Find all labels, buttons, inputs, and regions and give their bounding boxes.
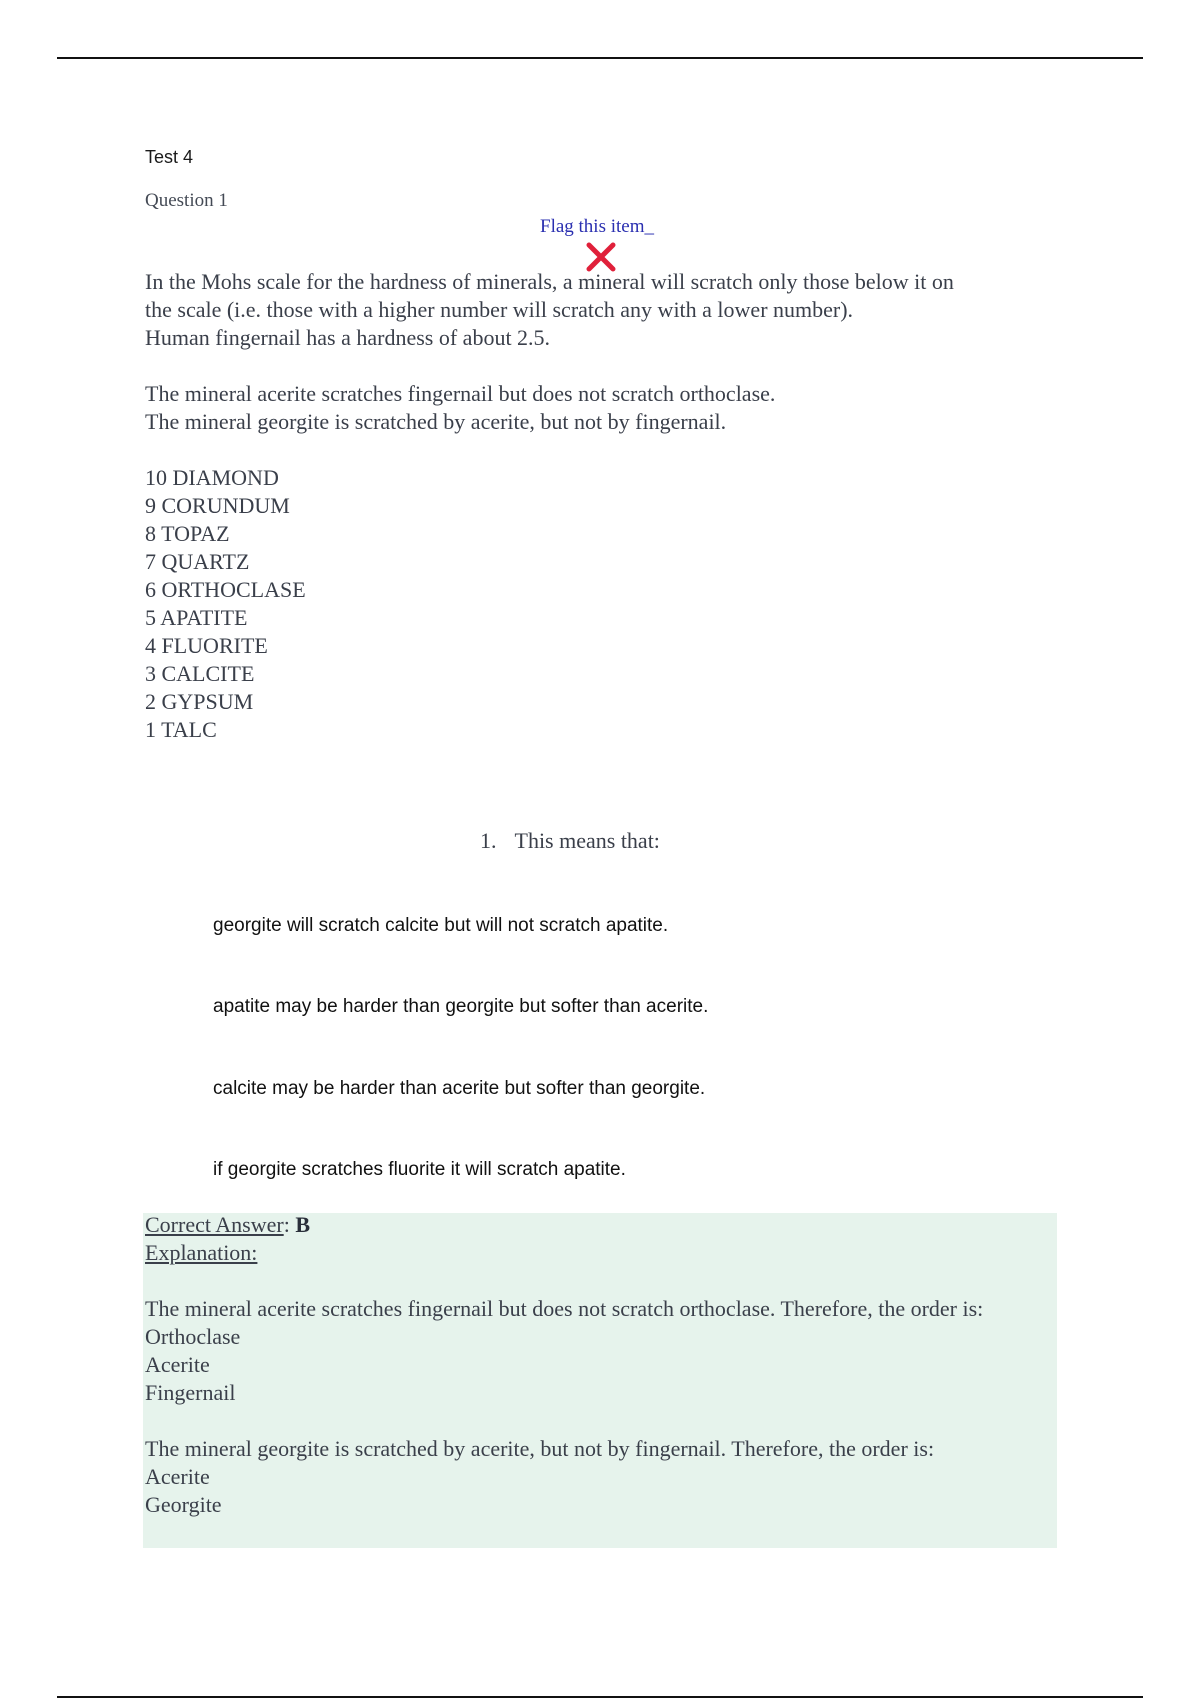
question-prompt <box>480 828 660 854</box>
order-item: Fingernail <box>145 1380 236 1405</box>
mohs-scale-item: 1 TALC <box>145 717 217 742</box>
answer-feedback: Correct Answer: B Explanation: The mineral acerite scratches fingernail but does not scratch orthoclase. Therefore, the order is: Orthoclase Acerite Fingernail The mineral georgite is scratched by acerite, but not by fingernail. Therefore, the order is: Acerite Georgite <box>145 1211 1045 1519</box>
question-label: Question 1 <box>145 190 228 211</box>
answer-option-d[interactable]: if georgite scratches fluorite it will scratch apatite. <box>213 1159 626 1180</box>
mohs-scale-item: 10 DIAMOND <box>145 465 279 490</box>
mohs-scale-item: 7 QUARTZ <box>145 549 250 574</box>
stem-text: In the Mohs scale for the hardness of minerals, a mineral will scratch only those below it on <box>145 269 954 294</box>
correct-answer-value: B <box>295 1212 310 1237</box>
mohs-scale-item: 9 CORUNDUM <box>145 493 290 518</box>
mohs-scale-item: 8 TOPAZ <box>145 521 230 546</box>
mohs-scale-item: 5 APATITE <box>145 605 248 630</box>
answer-option-b[interactable]: apatite may be harder than georgite but softer than acerite. <box>213 996 709 1017</box>
explanation-text: The mineral georgite is scratched by acerite, but not by fingernail. Therefore, the order is: <box>145 1436 935 1461</box>
bottom-rule <box>57 1696 1143 1698</box>
order-item: Georgite <box>145 1492 222 1517</box>
flag-item-link[interactable]: Flag this item_ <box>540 216 654 237</box>
prompt-text: This means that: <box>514 828 660 853</box>
order-item: Acerite <box>145 1464 210 1489</box>
mohs-scale-item: 3 CALCITE <box>145 661 255 686</box>
prompt-number: 1. <box>480 828 497 853</box>
answer-option-a[interactable]: georgite will scratch calcite but will not scratch apatite. <box>213 915 669 936</box>
stem-text: The mineral acerite scratches fingernail but does not scratch orthoclase. <box>145 381 776 406</box>
stem-text: Human fingernail has a hardness of about 2.5. <box>145 325 551 350</box>
order-item: Orthoclase <box>145 1324 241 1349</box>
mohs-scale-item: 4 FLUORITE <box>145 633 268 658</box>
mohs-scale-item: 6 ORTHOCLASE <box>145 577 306 602</box>
mohs-scale-item: 2 GYPSUM <box>145 689 254 714</box>
order-item: Acerite <box>145 1352 210 1377</box>
top-rule <box>57 57 1143 59</box>
test-title: Test 4 <box>145 147 194 167</box>
flag-item-label: Flag this item <box>540 216 645 237</box>
explanation-label: Explanation: <box>145 1240 258 1265</box>
correct-answer-label: Correct Answer <box>145 1212 284 1237</box>
stem-text: the scale (i.e. those with a higher number will scratch any with a lower number). <box>145 297 854 322</box>
answer-option-c[interactable]: calcite may be harder than acerite but softer than georgite. <box>213 1078 706 1099</box>
explanation-text: The mineral acerite scratches fingernail but does not scratch orthoclase. Therefore, the order is: <box>145 1296 984 1321</box>
stem-text: The mineral georgite is scratched by acerite, but not by fingernail. <box>145 409 727 434</box>
question-stem <box>145 268 1065 744</box>
